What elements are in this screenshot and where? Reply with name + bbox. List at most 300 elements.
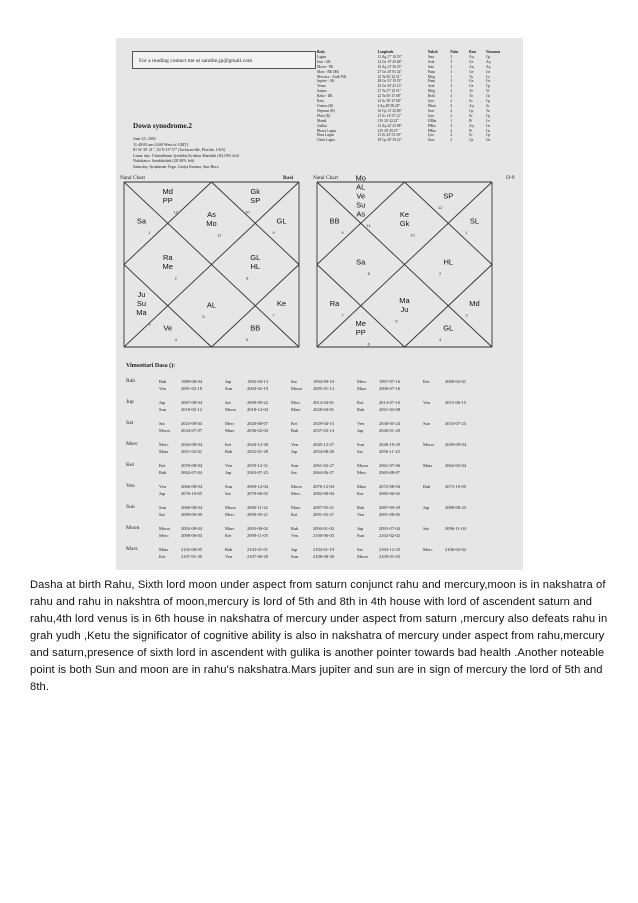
dasa-sub-lord: Moon <box>291 386 302 391</box>
dasa-entry <box>225 532 291 539</box>
chart-planet-label: SP <box>250 196 261 205</box>
dasa-entry <box>225 406 291 413</box>
dasa-date: 2065-08-07 <box>379 470 400 475</box>
dasa-sub-lord: Ven <box>225 463 232 468</box>
dasa-entry <box>357 469 423 476</box>
dasa-sub-lord: Ven <box>225 554 232 559</box>
dasa-date: 2054-08-20 <box>313 449 334 454</box>
dasa-entry <box>159 406 225 413</box>
dasa-group <box>126 462 521 483</box>
planet-table-cell: Cp <box>485 99 491 104</box>
dasa-sub-lord: Ket <box>225 442 232 447</box>
planet-table-cell: Sun - GK <box>317 59 331 64</box>
dasa-date: 2000-02-01 <box>445 379 466 384</box>
chart-sign-number: 1 <box>148 229 151 235</box>
planet-table-cell: 4 <box>450 128 453 133</box>
chart-sign-number: 4 <box>439 337 442 342</box>
dasa-entry <box>423 441 489 448</box>
dasa-date: 2103-01-01 <box>247 547 268 552</box>
planet-table-cell: Jupiter - AK <box>317 79 335 84</box>
dasa-entry <box>357 483 423 490</box>
vimsottari-title: Vimsottari Dasa (): <box>126 363 176 369</box>
planet-table-cell: 16 Aq 13' 36.55" <box>377 64 402 69</box>
dasa-entry <box>291 469 357 476</box>
dasa-date: 2061-02-27 <box>313 463 334 468</box>
dasa-date: 2062-07-04 <box>181 470 202 475</box>
chart-sign-number: 9 <box>341 229 344 235</box>
planet-table-cell: 4 <box>450 103 453 108</box>
dasa-entry <box>291 525 357 532</box>
dasa-entry <box>291 399 357 406</box>
chart-planet-label: Me <box>355 319 366 328</box>
chart-planet-label: Su <box>356 200 366 210</box>
dasa-entry <box>159 525 225 532</box>
dasa-sub-lord: Ket <box>357 491 364 496</box>
dasa-entry <box>291 532 357 539</box>
dasa-sub-lord: Merc <box>159 442 169 447</box>
dasa-date: 2015-06-15 <box>445 400 466 405</box>
dasa-sub-lord: Merc <box>291 400 301 405</box>
planet-table-cell: Cn <box>485 94 491 99</box>
dasa-entry <box>357 525 423 532</box>
planet-table-cell: 2 <box>450 113 453 118</box>
dasa-entry <box>159 399 225 406</box>
dasa-date: 2064-06-27 <box>313 470 334 475</box>
dasa-sub-lord: Ven <box>357 512 364 517</box>
dasa-date: 2045-12-27 <box>313 442 334 447</box>
planet-table-cell: Sc <box>469 99 473 104</box>
dasa-date: 2056-11-25 <box>379 449 400 454</box>
dasa-sub-lord: Mars <box>423 463 433 468</box>
planet-table-cell: 2 <box>450 133 453 138</box>
planet-table-cell: Cp <box>469 108 474 113</box>
planet-table-cell: Ge <box>485 138 491 143</box>
dasa-sub-lord: Mars <box>225 428 235 433</box>
dasa-date: 2007-08-04 <box>181 400 202 405</box>
planet-table-cell: Mars - BK MK <box>317 69 340 74</box>
dasa-entry <box>159 490 225 497</box>
planet-table-cell: Bhava Lagna <box>317 128 337 133</box>
dasa-date: 1997-07-16 <box>379 379 400 384</box>
planet-table-cell: Sc <box>485 103 490 108</box>
dasa-sub-lord: Sat <box>357 449 363 454</box>
chart-planet-label: Sa <box>136 216 147 226</box>
dasa-date: 2094-01-02 <box>313 526 334 531</box>
planet-table-cell: Ghati Lagna <box>317 138 335 143</box>
chart-planet-label: Ma <box>136 307 147 317</box>
dasa-sub-lord: Moon <box>423 442 434 447</box>
dasa-sub-lord: Sat <box>423 526 429 531</box>
dasa-date: 2086-11-22 <box>247 505 268 510</box>
planet-table-cell: Cp <box>485 54 491 59</box>
chart-sign-number: 12 <box>438 205 443 210</box>
dasa-sub-lord: Ven <box>159 484 166 489</box>
chart-planet-label: As <box>356 209 366 219</box>
dasa-date: 2104-12-25 <box>379 547 400 552</box>
planet-table-cell: Ta <box>485 108 490 113</box>
dasa-date: 2087-05-21 <box>313 505 334 510</box>
chart-planet-label: BB <box>250 323 261 333</box>
planet-table-cell: 3 <box>450 84 453 89</box>
dasa-entry <box>225 553 291 560</box>
dasa-lord: Mars <box>126 546 138 552</box>
dasa-sub-lord: Mars <box>291 407 301 412</box>
dasa-group <box>126 420 521 441</box>
dasa-entry <box>291 483 357 490</box>
dasa-date: 2012-04-01 <box>313 400 334 405</box>
dasa-lord: Merc <box>126 441 138 447</box>
dasa-date: 2040-01-20 <box>379 428 400 433</box>
dasa-date: 2034-07-07 <box>181 428 202 433</box>
planet-table-cell: 23 Ta 50' 43.31" <box>377 74 402 79</box>
dasa-entry <box>225 420 291 427</box>
planet-table <box>316 50 516 143</box>
dasa-date: 2042-08-04 <box>181 442 202 447</box>
dasa-entry <box>357 378 423 385</box>
dasa-sub-lord: Rah <box>159 470 167 475</box>
dasa-sub-lord: Jup <box>357 428 364 433</box>
d9-label: D-9 <box>506 175 515 181</box>
planet-table-cell: Cp <box>469 138 474 143</box>
dasa-entry <box>159 546 225 553</box>
dasa-date: 2082-08-04 <box>313 491 334 496</box>
dasa-entry <box>159 504 225 511</box>
dasa-entry <box>357 532 423 539</box>
dasa-entry <box>159 462 225 469</box>
dasa-date: 2051-02-01 <box>181 449 202 454</box>
chart-sign-number: 8 <box>367 271 370 276</box>
dasa-date: 2021-03-08 <box>379 407 400 412</box>
chart-planet-label: Gk <box>399 219 410 229</box>
chart-planet-label: Ju <box>400 304 409 314</box>
dasa-date: 2092-08-04 <box>181 526 202 531</box>
dasa-date: 2072-08-04 <box>379 484 400 489</box>
dasa-date: 2005-01-13 <box>313 386 334 391</box>
planet-table-cell: 21 Sc 43' 01.58" <box>377 133 402 138</box>
birth-details <box>133 136 313 169</box>
planet-table-cell: Mrig <box>427 89 436 94</box>
dasa-date: 2087-09-29 <box>379 505 400 510</box>
dasa-entry <box>423 399 489 406</box>
dasa-entry <box>225 546 291 553</box>
planet-table-cell: Srav <box>427 108 435 113</box>
dasa-date: 2066-08-04 <box>181 484 202 489</box>
planet-table-cell: 1 <box>450 74 453 79</box>
planet-table-cell: Sata <box>427 64 435 69</box>
dasa-entry <box>291 427 357 434</box>
planet-table-header: Longitude <box>377 50 394 54</box>
dasa-sub-lord: Sun <box>423 421 431 426</box>
chart-sign-number: 1 <box>465 229 468 235</box>
dasa-date: 2089-06-09 <box>181 512 202 517</box>
dasa-sub-lord: Sat <box>225 400 231 405</box>
planet-table-cell: 27 Ge 28' 01.34" <box>377 69 402 74</box>
dasa-sub-lord: Rah <box>423 484 431 489</box>
planet-table-cell: Aq <box>485 64 491 69</box>
dasa-lord: Sat <box>126 420 134 426</box>
chart-planet-label: Sa <box>356 257 366 267</box>
chart-planet-label: Ra <box>162 253 173 262</box>
dasa-sub-lord: Rah <box>357 505 365 510</box>
dasa-sub-lord: Merc <box>291 491 301 496</box>
chart-sign-number: 11 <box>366 223 371 228</box>
dasa-date: 2030-05-24 <box>379 421 400 426</box>
dasa-group <box>126 504 521 525</box>
dasa-sub-lord: Ket <box>357 400 364 405</box>
planet-table-cell: Mrig <box>427 74 436 79</box>
planet-table-cell: 2 <box>450 108 453 113</box>
dasa-entry <box>357 511 423 518</box>
natal-chart-label: Natal Chart <box>120 175 145 181</box>
dasa-date: 2107-06-29 <box>247 554 268 559</box>
planet-table-cell: Ge <box>469 59 474 64</box>
chart-planet-label: PP <box>355 328 366 337</box>
dasa-date: 2006-07-16 <box>379 386 400 391</box>
rasi-label: Rasi <box>283 175 294 181</box>
dasa-entry <box>291 420 357 427</box>
dasa-entry <box>159 483 225 490</box>
chart-planet-label: GL <box>276 216 287 226</box>
dasa-sub-lord: Mars <box>159 547 169 552</box>
dasa-sub-lord: Merc <box>357 470 367 475</box>
chart-sign-number: 6 <box>367 341 370 347</box>
dasa-date: 2059-12-31 <box>247 463 268 468</box>
dasa-sub-lord: Jup <box>225 470 232 475</box>
chart-sign-number: 8 <box>246 275 249 281</box>
dasa-entry <box>159 448 225 455</box>
dasa-sub-lord: Sat <box>291 379 297 384</box>
dasa-entry <box>357 441 423 448</box>
dasa-date: 2023-08-04 <box>181 421 202 426</box>
planet-table-cell: 18 Cp 49' 39.22" <box>377 138 402 143</box>
dasa-sub-lord: Ven <box>423 400 430 405</box>
dasa-date: 2088-08-23 <box>445 505 466 510</box>
planet-table-cell: Le <box>485 118 490 123</box>
chart-sign-number: 10 <box>410 232 415 238</box>
dasa-entry <box>357 553 423 560</box>
dasa-entry <box>423 462 489 469</box>
dasa-date: 2107-01-30 <box>181 554 202 559</box>
planet-table-cell: 3 <box>450 79 453 84</box>
dasa-entry <box>357 385 423 392</box>
dasa-date: 2079-06-03 <box>247 491 268 496</box>
dasa-sub-lord: Merc <box>225 421 235 426</box>
dasa-entry <box>225 504 291 511</box>
chart-planet-label: AL <box>206 300 217 310</box>
dasa-entry <box>423 420 489 427</box>
chart-planet-label: Ve <box>356 191 366 201</box>
planet-table-cell: Ketu <box>317 99 324 104</box>
dasa-date: 2104-01-19 <box>313 547 334 552</box>
dasa-date: 2069-12-04 <box>247 484 268 489</box>
dasa-date: 2085-06-02 <box>379 491 400 496</box>
planet-table-cell: 2 <box>450 54 453 59</box>
dasa-sub-lord: Rah <box>225 449 233 454</box>
birth-line: 81 W 39' 21", 30 N 19' 57" (Jacksonville, Florida, USA) <box>133 147 226 152</box>
dasa-date: 2073-10-05 <box>445 484 466 489</box>
dasa-sub-lord: Sun <box>357 442 365 447</box>
planet-table-cell: Aq <box>469 103 474 108</box>
chart-planet-label: GL <box>443 323 454 333</box>
dasa-date: 2063-07-23 <box>247 470 268 475</box>
dasa-entry <box>225 469 291 476</box>
dasa-sub-lord: Sun <box>159 505 167 510</box>
planet-table-cell: 22 Ta 50' 47.68" <box>377 94 402 99</box>
dasa-entry <box>291 378 357 385</box>
planet-table-header: Pada <box>450 50 459 54</box>
chart-planet-label: As <box>207 210 216 220</box>
planet-table-cell: Aq <box>469 123 474 128</box>
chart-planet-label: HL <box>443 257 454 267</box>
planet-table-cell: PBha <box>427 123 436 128</box>
dasa-date: 2059-08-04 <box>181 463 202 468</box>
planet-table-cell: Rohi <box>427 94 435 99</box>
dasa-sub-lord: Rah <box>225 547 233 552</box>
chart-planet-label: AL <box>356 182 366 192</box>
chart-planet-label: Mo <box>355 173 366 183</box>
dasa-entry <box>291 406 357 413</box>
chart-sign-number: 11 <box>217 232 222 238</box>
dasa-date: 2020-04-01 <box>313 407 334 412</box>
planet-table-cell: 3 <box>450 64 453 69</box>
dasa-group <box>126 378 521 399</box>
planet-table-cell: Sc <box>469 113 473 118</box>
scanned-chart-image <box>116 38 523 570</box>
planet-table-cell: Cn <box>485 128 491 133</box>
chart-planet-label: Ra <box>329 298 340 308</box>
dasa-entry <box>159 532 225 539</box>
dasa-group <box>126 483 521 504</box>
dasa-sub-lord: Ven <box>357 421 364 426</box>
dasa-date: 2091-03-27 <box>313 512 334 517</box>
dasa-date: 2093-06-02 <box>247 526 268 531</box>
dasa-entry <box>159 511 225 518</box>
dasa-sub-lord: Mars <box>225 526 235 531</box>
dasa-sub-lord: Merc <box>159 533 169 538</box>
chart-sign-number: 5 <box>202 313 205 319</box>
chart-planet-label: Md <box>162 187 173 196</box>
dasa-date: 2095-07-04 <box>379 526 400 531</box>
dasa-date: 2033-07-25 <box>445 421 466 426</box>
dasa-lord: Moon <box>126 525 140 531</box>
dasa-entry <box>225 441 291 448</box>
planet-table-cell: Ge <box>485 69 491 74</box>
dasa-sub-lord: Sat <box>159 421 165 426</box>
planet-table-cell: Aq <box>469 54 474 59</box>
planet-table-cell: Jyes <box>427 133 435 138</box>
dasa-sub-lord: Sun <box>159 407 167 412</box>
dasa-date: 2086-08-04 <box>181 505 202 510</box>
planet-table-cell: Ge <box>469 69 474 74</box>
planet-table-cell: Sc <box>469 133 473 138</box>
planet-table-cell: Ta <box>469 74 473 79</box>
dasa-sub-lord: Ket <box>225 533 232 538</box>
chart-sign-number: 2 <box>174 275 177 281</box>
dasa-entry <box>357 399 423 406</box>
dasa-group <box>126 525 521 546</box>
dasa-entry <box>423 546 489 553</box>
dasa-sub-lord: Sat <box>225 491 231 496</box>
planet-table-cell: Cp <box>485 133 491 138</box>
chart-sign-number: 3 <box>465 312 468 318</box>
chart-planet-label: PP <box>162 196 173 205</box>
dasa-date: 2004-02-19 <box>247 386 268 391</box>
dasa-sub-lord: Sat <box>291 470 297 475</box>
dasa-date: 1989-08-04 <box>181 379 202 384</box>
planet-table-cell: Ge <box>469 79 474 84</box>
dasa-entry <box>159 427 225 434</box>
planet-table-cell: 28 Ge 53' 19.53" <box>377 79 402 84</box>
planet-table-cell: Puna <box>427 69 436 74</box>
dasa-sub-lord: Moon <box>225 505 236 510</box>
dasa-date: 1992-04-13 <box>247 379 268 384</box>
planet-table-header: Navamsa <box>485 50 501 54</box>
dasa-sub-lord: Moon <box>291 484 302 489</box>
dasa-date: 2018-12-04 <box>247 407 268 412</box>
dasa-entry <box>225 525 291 532</box>
dasa-entry <box>291 490 357 497</box>
dasa-date: 2014-07-10 <box>379 400 400 405</box>
dasa-sub-lord: Ven <box>159 386 166 391</box>
planet-table-cell: Gulika <box>317 123 327 128</box>
planet-table-cell: Aq <box>469 64 474 69</box>
dasa-lord: Ven <box>126 483 135 489</box>
planet-table-cell: 23 Ge 50' 41.13" <box>377 84 402 89</box>
dasa-date: 1994-09-10 <box>313 379 334 384</box>
planet-table-cell: PBha <box>427 128 436 133</box>
chart-sign-number: 12 <box>173 209 178 215</box>
dasa-entry <box>225 427 291 434</box>
caption-text: Dasha at birth Rahu, Sixth lord moon under aspect from saturn conjunct rahu and mercury,moon is in nakshatra of rahu and rahu in nakshtra of moon,mercury is lord of 5th and 8th in 4th house with lord of ascendent saturn and rahu,4th lord venus is in 6th house in nakshatra of mercury under aspect from saturn ,mercury also defeats rahu in grah yudh ,Ketu the significator of cognitive ability is also in nakshatra of mercury under aspect from rahu,mercury and saturn,presence of sixth lord in ascendent with gulika is another pointer towards bad health .Another noteable point is both Sun and moon are in rahu's nakshatra.Mars jupiter and sun are in sign of mercury the lord of 5th and 8th. <box>30 579 608 693</box>
dasa-date: 2018-02-12 <box>181 407 202 412</box>
dasa-sub-lord: Rah <box>291 428 299 433</box>
chart-planet-label: Ve <box>163 323 173 333</box>
dasa-entry <box>225 462 291 469</box>
dasa-date: 2037-03-14 <box>313 428 334 433</box>
dasa-group <box>126 441 521 462</box>
planet-table-cell: 3 <box>450 59 453 64</box>
dasa-entry <box>225 399 291 406</box>
planet-table-cell: Rahu - DK <box>317 94 333 99</box>
planet-table-cell: Srav <box>427 138 435 143</box>
planet-table-cell: Mandi <box>317 118 327 123</box>
planet-table-cell: 4 <box>450 123 453 128</box>
dasa-sub-lord: Rah <box>357 407 365 412</box>
planet-table-cell: Aq <box>485 59 491 64</box>
dasa-entry <box>225 385 291 392</box>
chart-planet-label: Md <box>469 298 480 308</box>
dasa-entry <box>357 420 423 427</box>
planet-table-cell: 2 <box>450 99 453 104</box>
planet-table-cell: Ta <box>469 94 473 99</box>
dasa-sub-lord: Ven <box>291 533 298 538</box>
planet-table-cell: Venus <box>317 84 326 89</box>
planet-table-cell: Mercury - AmK PiK <box>317 74 347 79</box>
planet-table-cell: Jyes <box>427 99 435 104</box>
dasa-date: 2076-10-05 <box>181 491 202 496</box>
planet-table-cell: Pluto (R) <box>317 113 331 118</box>
chart-sign-number: 10 <box>245 209 250 215</box>
dasa-entry <box>291 511 357 518</box>
planet-table-row <box>316 138 516 143</box>
dasa-date: 2100-06-03 <box>313 533 334 538</box>
planet-table-cell: Neptune (R) <box>317 108 335 113</box>
dasa-entry <box>357 490 423 497</box>
dasa-lord: Ket <box>126 462 135 468</box>
planet-table-cell: Dhan <box>427 103 436 108</box>
chart-planet-label: Ke <box>399 210 410 220</box>
dasa-date: 2106-02-02 <box>445 547 466 552</box>
